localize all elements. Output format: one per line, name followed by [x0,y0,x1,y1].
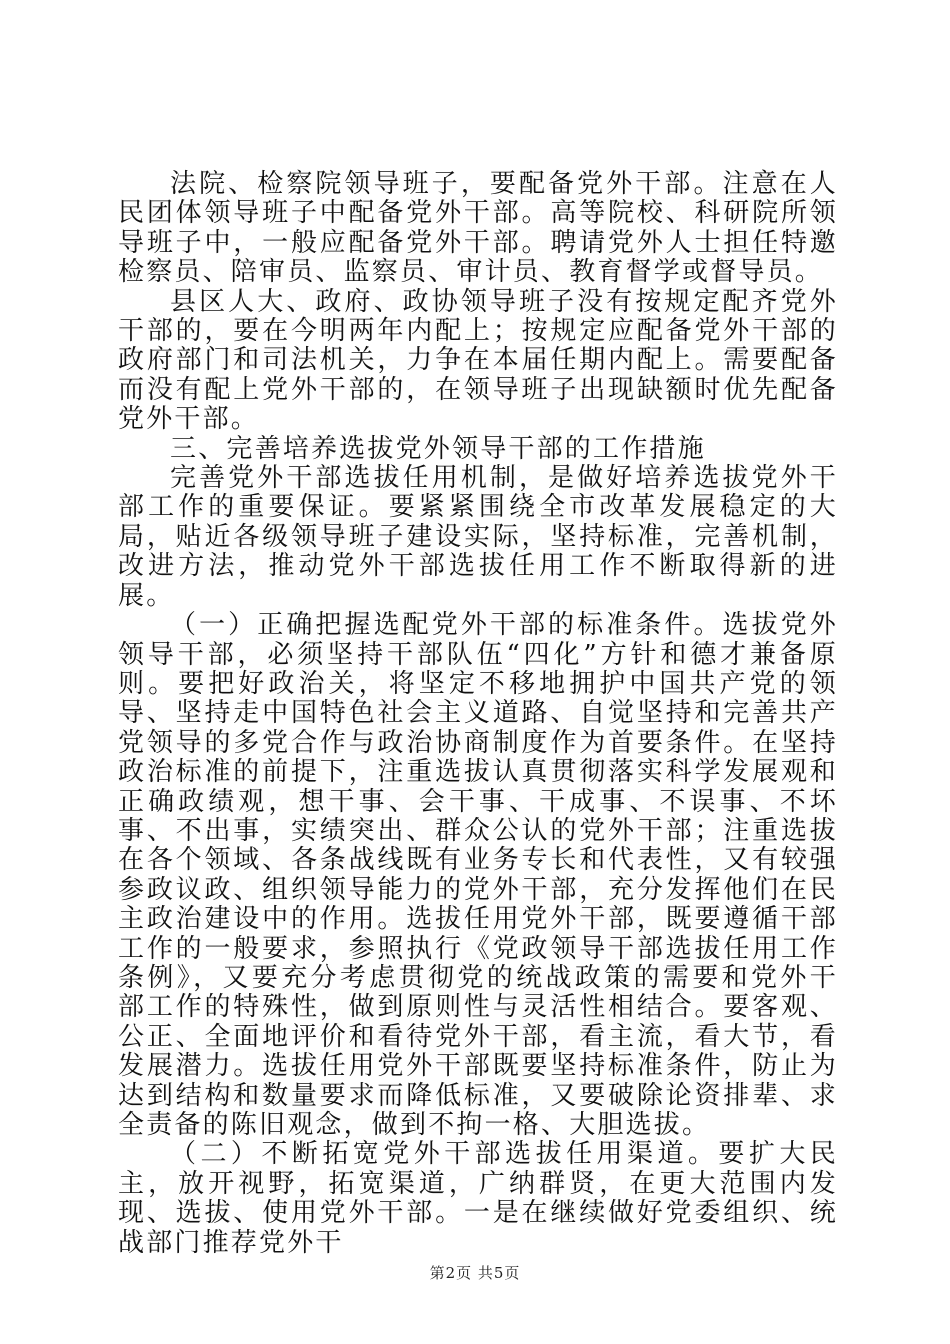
document-body [118,170,838,1258]
paragraph: （一）正确把握选配党外干部的标准条件。选拔党外领导干部，必须坚持干部队伍“四化”方针和德才兼备原则。要把好政治关，将坚定不移地拥护中国共产党的领导、坚持走中国特色社会主义道路、自觉坚持和完善共产党领导的多党合作与政治协商制度作为首要条件。在坚持政治标准的前提下，注重选拔认真贯彻落实科学发展观和正确政绩观，想干事、会干事、干成事、不误事、不坏事、不出事，实绩突出、群众公认的党外干部；注重选拔在各个领域、各条战线既有业务专长和代表性，又有较强参政议政、组织领导能力的党外干部，充分发挥他们在民主政治建设中的作用。选拔任用党外干部，既要遵循干部工作的一般要求，参照执行《党政领导干部选拔任用工作条例》，又要充分考虑贯彻党的统战政策的需要和党外干部工作的特殊性，做到原则性与灵活性相结合。要客观、公正、全面地评价和看待党外干部，看主流，看大节，看发展潜力。选拔任用党外干部既要坚持标准条件，防止为达到结构和数量要求而降低标准，又要破除论资排辈、求全责备的陈旧观念，做到不拘一格、大胆选拔。 [118,610,838,1140]
paragraph: 县区人大、政府、政协领导班子没有按规定配齐党外干部的，要在今明两年内配上；按规定应配备党外干部的政府部门和司法机关，力争在本届任期内配上。需要配备而没有配上党外干部的，在领导班子出现缺额时优先配备党外干部。 [118,286,838,435]
paragraph: （二）不断拓宽党外干部选拔任用渠道。要扩大民主，放开视野，拓宽渠道，广纳群贤，在更大范围内发现、选拔、使用党外干部。一是在继续做好党委组织、统战部门推荐党外干 [118,1139,838,1258]
section-heading: 三、完善培养选拔党外领导干部的工作措施 [170,433,706,464]
paragraph: 完善党外干部选拔任用机制，是做好培养选拔党外干部工作的重要保证。要紧紧围绕全市改革发展稳定的大局，贴近各级领导班子建设实际，坚持标准，完善机制，改进方法，推动党外干部选拔任用工作不断取得新的进展。 [118,463,838,611]
paragraph: 法院、检察院领导班子，要配备党外干部。注意在人民团体领导班子中配备党外干部。高等院校、科研院所领导班子中，一般应配备党外干部。聘请党外人士担任特邀检察员、陪审员、监察员、审计员、教育督学或督导员。 [118,169,838,288]
page-number-footer: 第2页 共5页 [429,1264,521,1282]
